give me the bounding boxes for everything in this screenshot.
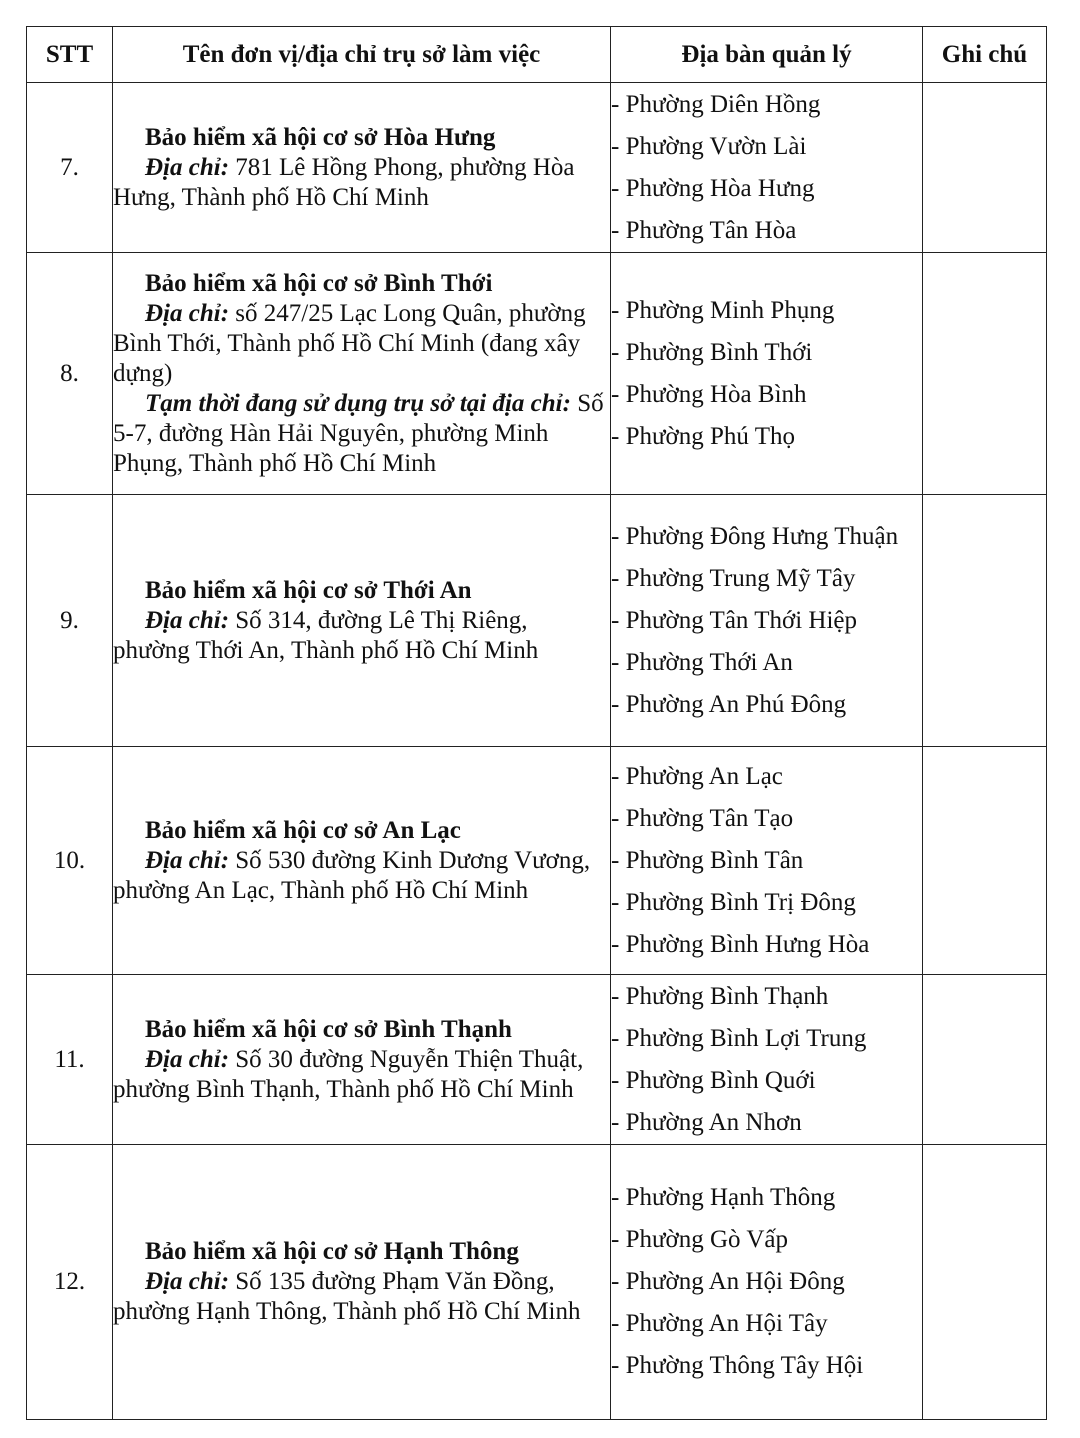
address-text: số 247/25 Lạc Long Quân, phường Bình Thới, Thành phố Hồ Chí Minh (đang xây dựng): [113, 299, 586, 387]
row-number: 8.: [27, 253, 113, 495]
ward-item: - Phường Tân Hòa: [611, 216, 797, 244]
ward-item: - Phường An Phú Đông: [611, 690, 847, 718]
ward-item: - Phường Bình Tân: [611, 846, 804, 874]
address-text: Số 135 đường Phạm Văn Đồng, phường Hạnh Thông, Thành phố Hồ Chí Minh: [113, 1268, 581, 1325]
table-row: [27, 747, 1047, 975]
area-cell: [611, 975, 923, 1145]
unit-name: Bảo hiểm xã hội cơ sở Thới An: [145, 576, 472, 604]
ward-item: - Phường Minh Phụng: [611, 296, 835, 324]
ward-item: - Phường Bình Trị Đông: [611, 888, 856, 916]
table-row: [27, 975, 1047, 1145]
area-cell: [611, 1145, 923, 1420]
unit-address: [113, 153, 610, 213]
ward-item: - Phường Bình Thới: [611, 338, 813, 366]
unit-cell: [113, 253, 611, 495]
ward-item: - Phường Phú Thọ: [611, 422, 795, 450]
col-header-area: Địa bàn quản lý: [611, 27, 923, 83]
col-header-stt: STT: [27, 27, 113, 83]
address-text: Số 314, đường Lê Thị Riêng, phường Thới An, Thành phố Hồ Chí Minh: [113, 606, 539, 664]
ward-item: - Phường Diên Hồng: [611, 90, 821, 118]
address-text: 781 Lê Hồng Phong, phường Hòa Hưng, Thành phố Hồ Chí Minh: [113, 153, 575, 211]
row-number: 12.: [27, 1145, 113, 1420]
note-cell: [923, 495, 1047, 747]
ward-item: - Phường An Nhơn: [611, 1108, 802, 1136]
ward-item: - Phường Tân Thới Hiệp: [611, 606, 857, 634]
unit-cell: [113, 495, 611, 747]
note-cell: [923, 747, 1047, 975]
temporary-address-text: Số 5-7, đường Hàn Hải Nguyên, phường Minh Phụng, Thành phố Hồ Chí Minh: [113, 389, 604, 477]
area-cell: [611, 747, 923, 975]
ward-item: - Phường Bình Lợi Trung: [611, 1024, 867, 1052]
office-table: [26, 26, 1047, 1420]
table-header-row: [27, 27, 1047, 83]
address-text: Số 530 đường Kinh Dương Vương, phường An Lạc, Thành phố Hồ Chí Minh: [113, 846, 591, 904]
ward-item: - Phường Bình Hưng Hòa: [611, 930, 870, 958]
temporary-address-label: Tạm thời đang sử dụng trụ sở tại địa chỉ:: [145, 389, 571, 417]
col-header-note: Ghi chú: [923, 27, 1047, 83]
note-cell: [923, 253, 1047, 495]
table-row: [27, 495, 1047, 747]
ward-item: - Phường Thông Tây Hội: [611, 1352, 864, 1379]
note-cell: [923, 975, 1047, 1145]
note-cell: [923, 1145, 1047, 1420]
ward-item: - Phường Trung Mỹ Tây: [611, 564, 856, 592]
area-cell: [611, 253, 923, 495]
unit-name: Bảo hiểm xã hội cơ sở An Lạc: [145, 816, 461, 844]
temporary-address: [113, 389, 610, 479]
table-row: [27, 253, 1047, 495]
row-number: 11.: [27, 975, 113, 1145]
ward-item: - Phường An Hội Tây: [611, 1310, 828, 1337]
unit-address: [113, 606, 610, 666]
unit-address: [113, 299, 610, 389]
ward-item: - Phường Gò Vấp: [611, 1226, 789, 1253]
unit-cell: [113, 747, 611, 975]
ward-item: - Phường Hòa Bình: [611, 380, 807, 408]
unit-name: Bảo hiểm xã hội cơ sở Bình Thạnh: [145, 1015, 512, 1043]
ward-item: - Phường An Lạc: [611, 762, 783, 790]
ward-item: - Phường Bình Thạnh: [611, 982, 829, 1010]
table-row: [27, 1145, 1047, 1420]
address-label: Địa chỉ:: [145, 299, 230, 327]
unit-name: Bảo hiểm xã hội cơ sở Hạnh Thông: [145, 1238, 519, 1265]
unit-cell: [113, 1145, 611, 1420]
row-number: 10.: [27, 747, 113, 975]
area-cell: [611, 83, 923, 253]
ward-item: - Phường Tân Tạo: [611, 804, 794, 832]
ward-item: - Phường Thới An: [611, 648, 793, 676]
unit-address: [113, 1267, 610, 1327]
address-label: Địa chỉ:: [145, 1045, 230, 1073]
col-header-unit: Tên đơn vị/địa chỉ trụ sở làm việc: [113, 27, 611, 83]
address-label: Địa chỉ:: [145, 606, 230, 634]
note-cell: [923, 83, 1047, 253]
ward-item: - Phường Hạnh Thông: [611, 1184, 836, 1211]
unit-name: Bảo hiểm xã hội cơ sở Bình Thới: [145, 269, 493, 297]
ward-item: - Phường Đông Hưng Thuận: [611, 522, 899, 550]
ward-item: - Phường Hòa Hưng: [611, 174, 815, 202]
address-label: Địa chỉ:: [145, 153, 230, 181]
unit-cell: [113, 83, 611, 253]
ward-item: - Phường Bình Quới: [611, 1066, 816, 1094]
unit-address: [113, 1045, 610, 1105]
ward-item: - Phường An Hội Đông: [611, 1268, 845, 1295]
table-row: [27, 83, 1047, 253]
area-cell: [611, 495, 923, 747]
row-number: 9.: [27, 495, 113, 747]
unit-name: Bảo hiểm xã hội cơ sở Hòa Hưng: [145, 123, 496, 151]
unit-address: [113, 846, 610, 906]
row-number: 7.: [27, 83, 113, 253]
address-label: Địa chỉ:: [145, 846, 230, 874]
address-text: Số 30 đường Nguyễn Thiện Thuật, phường Bình Thạnh, Thành phố Hồ Chí Minh: [113, 1045, 584, 1103]
ward-item: - Phường Vườn Lài: [611, 132, 807, 160]
unit-cell: [113, 975, 611, 1145]
table-body: [27, 83, 1047, 1420]
address-label: Địa chỉ:: [145, 1268, 230, 1295]
